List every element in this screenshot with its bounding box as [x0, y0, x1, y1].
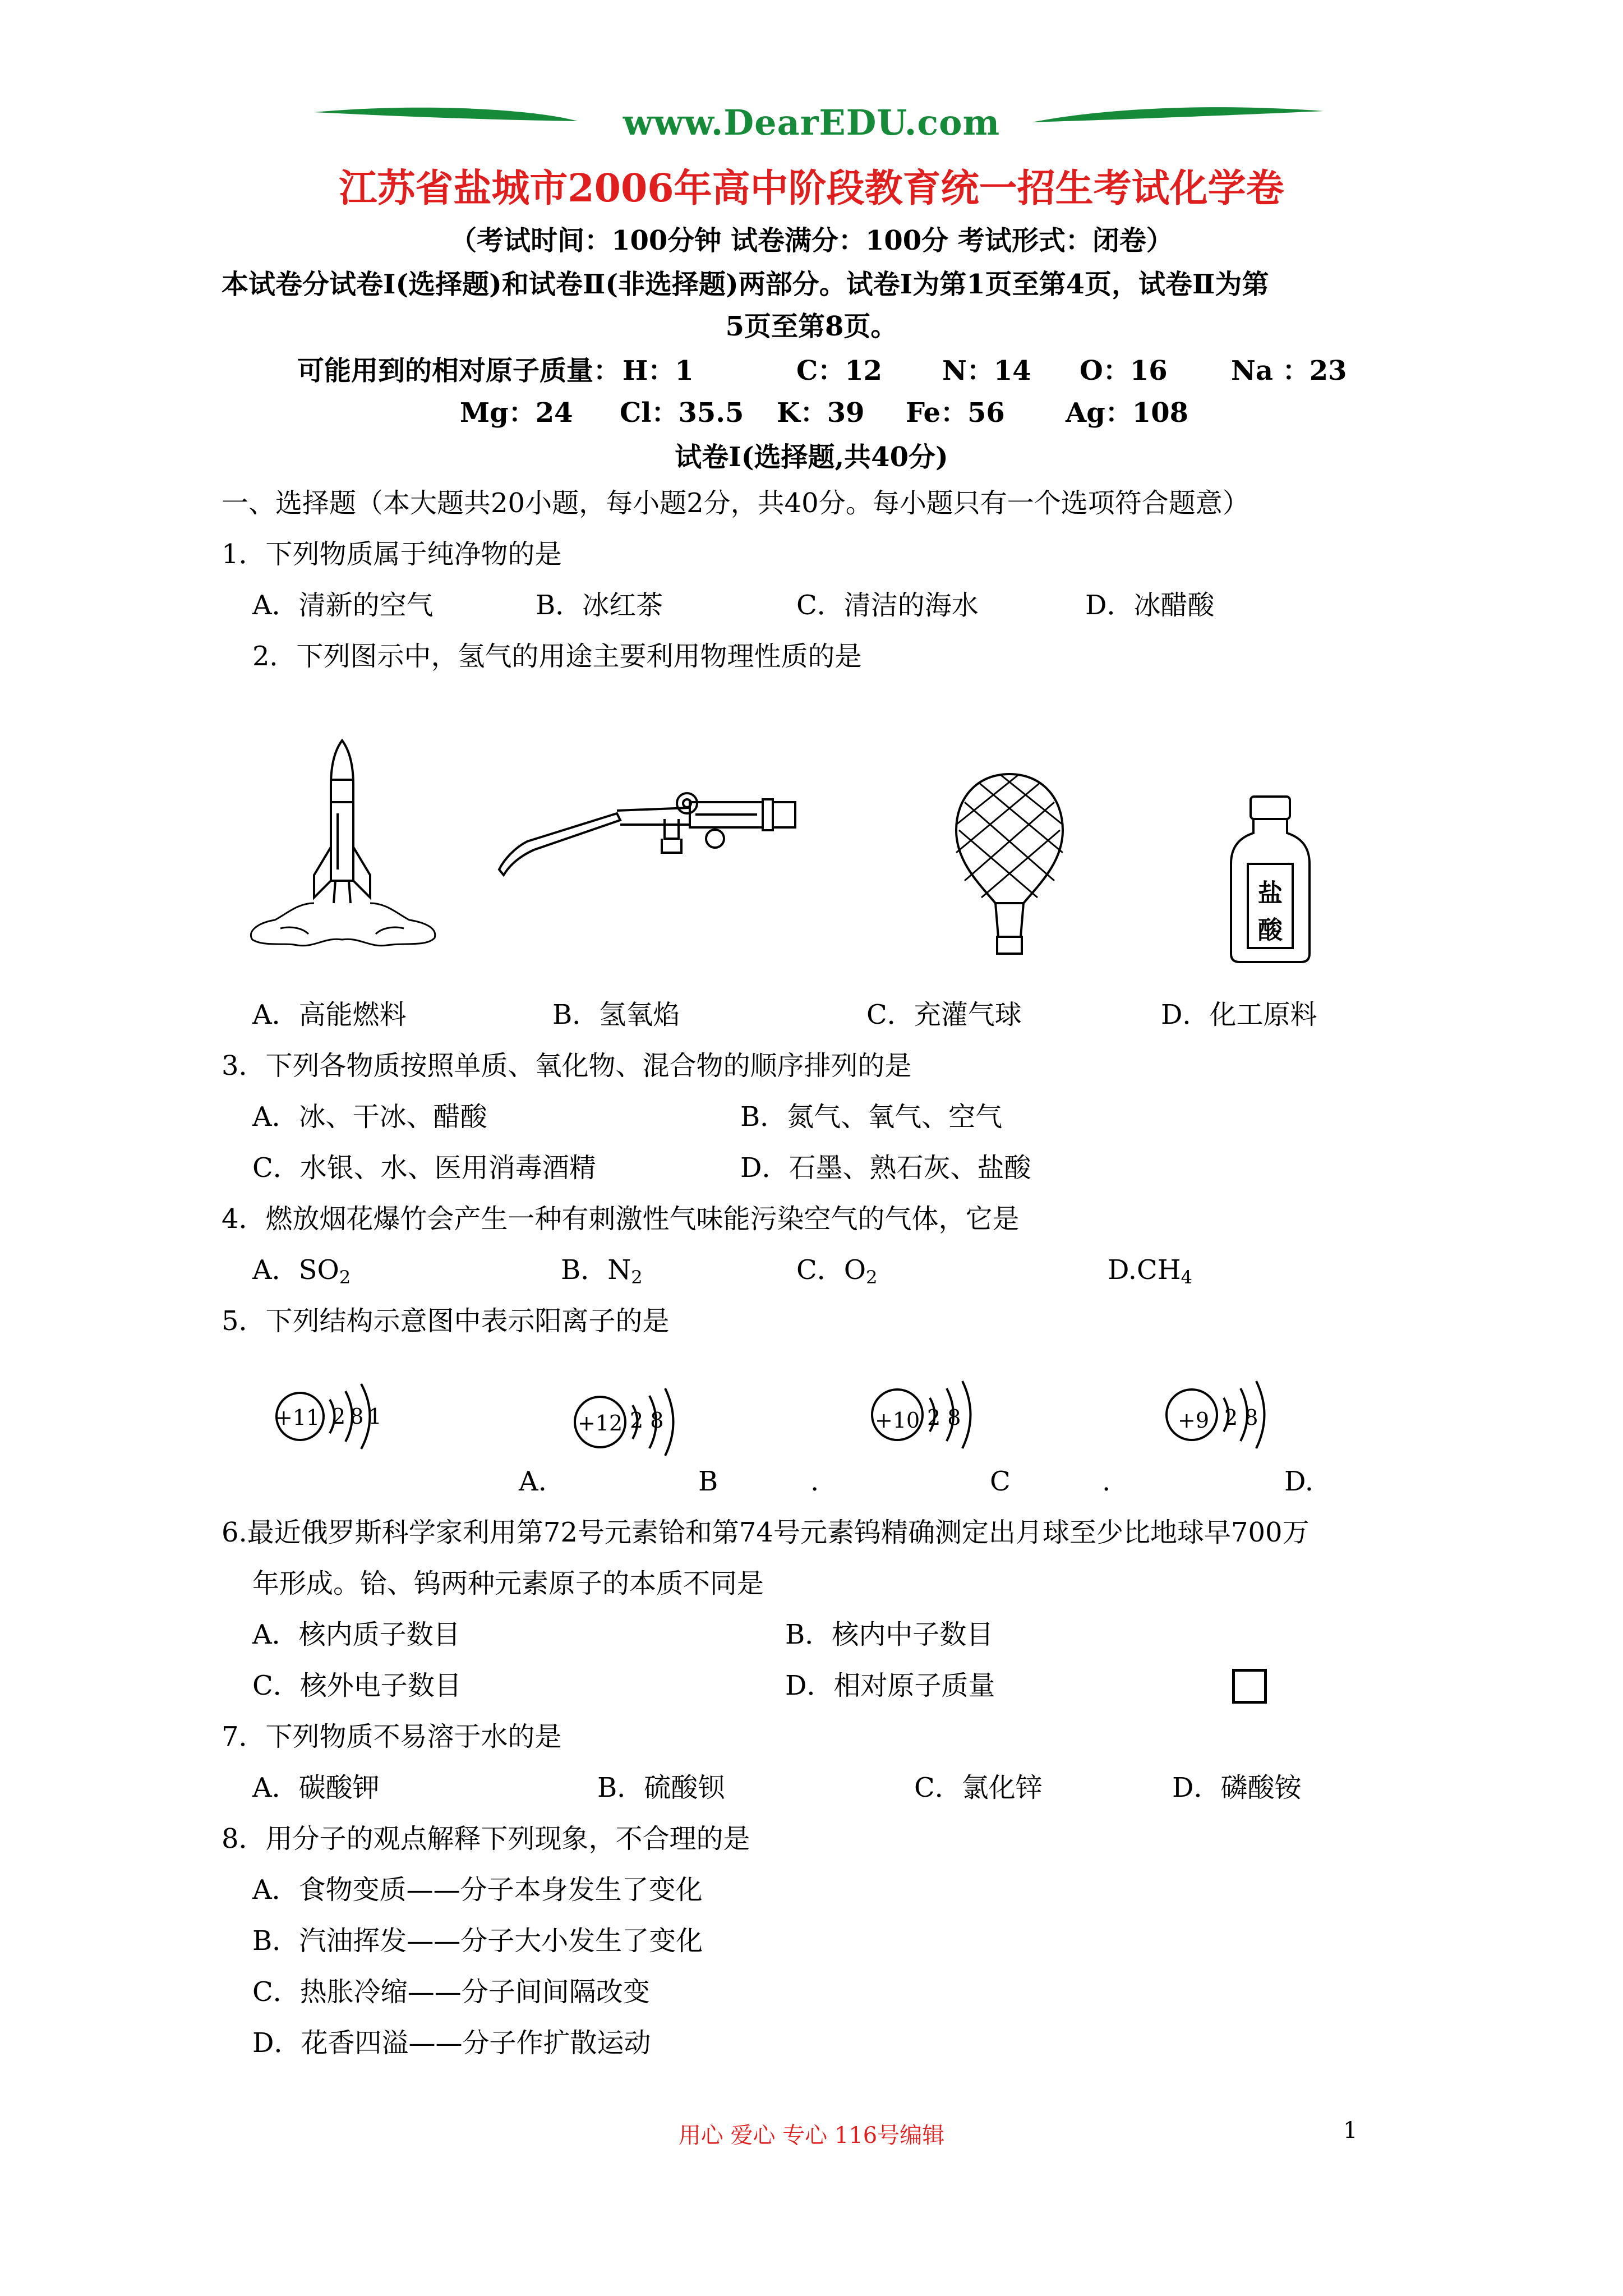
atomic-mass-fe: Fe：56	[906, 397, 1005, 429]
site-logo: www.DearEDU.com	[623, 102, 1000, 143]
atom-b-nucleus: +12	[578, 1411, 623, 1435]
atom-d-shells: 2 8	[1224, 1405, 1258, 1430]
q1-option-c: C．清洁的海水	[796, 590, 979, 621]
q5-label-dot-1: .	[810, 1466, 819, 1497]
bottle-label: 盐酸	[1258, 879, 1283, 945]
q2-option-b: B．氢氧焰	[552, 999, 680, 1030]
q4-option-a: A．$SO_2$	[252, 1254, 351, 1288]
q2-option-a: A．高能燃料	[252, 999, 407, 1030]
atom-a-shells: 2 8 1	[332, 1404, 381, 1429]
exam-info: （考试时间：100分钟 试卷满分：100分 考试形式：闭卷）	[450, 225, 1173, 256]
atom-a-nucleus: +11	[275, 1405, 320, 1430]
q8-stem: 8．用分子的观点解释下列现象，不合理的是	[222, 1823, 750, 1855]
q1-stem: 1．下列物质属于纯净物的是	[222, 539, 562, 570]
q5-label-a: A.	[519, 1466, 547, 1497]
q7-option-c: C．氯化锌	[914, 1772, 1043, 1803]
intro-line-2: 5页至第8页。	[725, 311, 898, 342]
answer-box[interactable]	[1232, 1669, 1267, 1704]
q3-option-a: A．冰、干冰、醋酸	[252, 1101, 487, 1133]
q4-option-b: B．$N_2$	[561, 1254, 643, 1288]
q2-option-d: D．化工原料	[1161, 999, 1317, 1030]
q3-option-d: D．石墨、熟石灰、盐酸	[740, 1152, 1031, 1184]
part-heading: 一、选择题（本大题共20小题，每小题2分，共40分。每小题只有一个选项符合题意）	[222, 487, 1249, 519]
q3-option-c: C．水银、水、医用消毒酒精	[252, 1152, 596, 1184]
q5-label-d: D.	[1284, 1466, 1314, 1497]
q6-option-c: C．核外电子数目	[252, 1670, 462, 1701]
q2-option-c: C．充灌气球	[866, 999, 1022, 1030]
q6-option-d: D．相对原子质量	[785, 1670, 995, 1701]
q4-option-c: C．$O_2$	[796, 1254, 878, 1288]
intro-line-1: 本试卷分试卷Ⅰ(选择题)和试卷Ⅱ(非选择题)两部分。试卷Ⅰ为第1页至第4页，试卷Ⅱ为第	[222, 269, 1269, 300]
page-number: 1	[1343, 2118, 1358, 2143]
q7-stem: 7．下列物质不易溶于水的是	[222, 1721, 562, 1752]
section-title: 试卷Ⅰ(选择题,共40分)	[675, 441, 948, 473]
atomic-mass-k: K：39	[777, 397, 865, 429]
q6-option-a: A．核内质子数目	[252, 1619, 460, 1650]
balloon-illustration	[948, 769, 1071, 970]
q1-option-a: A．清新的空气	[252, 590, 434, 621]
atomic-mass-label: 可能用到的相对原子质量：	[297, 355, 621, 386]
q5-label-c: C	[990, 1466, 1011, 1497]
torch-illustration	[494, 785, 808, 898]
q3-option-b: B．氮气、氧气、空气	[740, 1101, 1003, 1133]
q4-option-d: $D.CH_4$	[1108, 1254, 1192, 1288]
atomic-mass-mg: Mg：24	[460, 397, 573, 429]
q8-option-c: C．热胀冷缩——分子间间隔改变	[252, 1976, 650, 2008]
q8-option-d: D．花香四溢——分子作扩散运动	[252, 2027, 651, 2059]
q6-stem-line-2: 年形成。铪、钨两种元素原子的本质不同是	[252, 1568, 764, 1599]
q2-stem: 2．下列图示中，氢气的用途主要利用物理性质的是	[252, 641, 862, 672]
q5-label-dot-2: .	[1102, 1466, 1111, 1497]
atom-d-nucleus: +9	[1178, 1408, 1210, 1433]
q7-option-a: A．碳酸钾	[252, 1772, 380, 1803]
atomic-mass-na: Na ：23	[1231, 355, 1347, 386]
q8-option-b: B．汽油挥发——分子大小发生了变化	[252, 1925, 703, 1957]
q7-option-d: D．磷酸铵	[1172, 1772, 1302, 1803]
q4-stem: 4．燃放烟花爆竹会产生一种有刺激性气味能污染空气的气体，它是	[222, 1203, 1020, 1235]
atomic-mass-o: O：16	[1080, 355, 1168, 386]
atomic-mass-cl: Cl：35.5	[620, 397, 744, 429]
q6-option-b: B．核内中子数目	[785, 1619, 994, 1650]
q8-option-a: A．食物变质——分子本身发生了变化	[252, 1874, 703, 1906]
q3-stem: 3．下列各物质按照单质、氧化物、混合物的顺序排列的是	[222, 1050, 912, 1082]
q7-option-b: B．硫酸钡	[597, 1772, 725, 1803]
q1-option-d: D．冰醋酸	[1085, 590, 1215, 621]
atomic-mass-c: C：12	[796, 355, 883, 386]
atomic-mass-n: N：14	[942, 355, 1031, 386]
atom-b-shells: 2 8	[630, 1408, 664, 1433]
atomic-mass-h: H：1	[623, 355, 694, 386]
q5-label-b: B	[698, 1466, 718, 1497]
page-title: 江苏省盐城市2006年高中阶段教育统一招生考试化学卷	[339, 166, 1284, 211]
atom-c-shells: 2 8	[927, 1405, 961, 1430]
footer-text: 用心 爱心 专心 116号编辑	[678, 2123, 945, 2148]
atomic-mass-ag: Ag：108	[1066, 397, 1189, 429]
atom-c-nucleus: +10	[875, 1408, 920, 1433]
q6-stem-line-1: 6.最近俄罗斯科学家利用第72号元素铪和第74号元素钨精确测定出月球至少比地球早700万	[222, 1517, 1310, 1548]
q5-stem: 5．下列结构示意图中表示阳离子的是	[222, 1305, 670, 1337]
rocket-illustration	[241, 735, 443, 959]
q1-option-b: B．冰红茶	[536, 590, 663, 621]
